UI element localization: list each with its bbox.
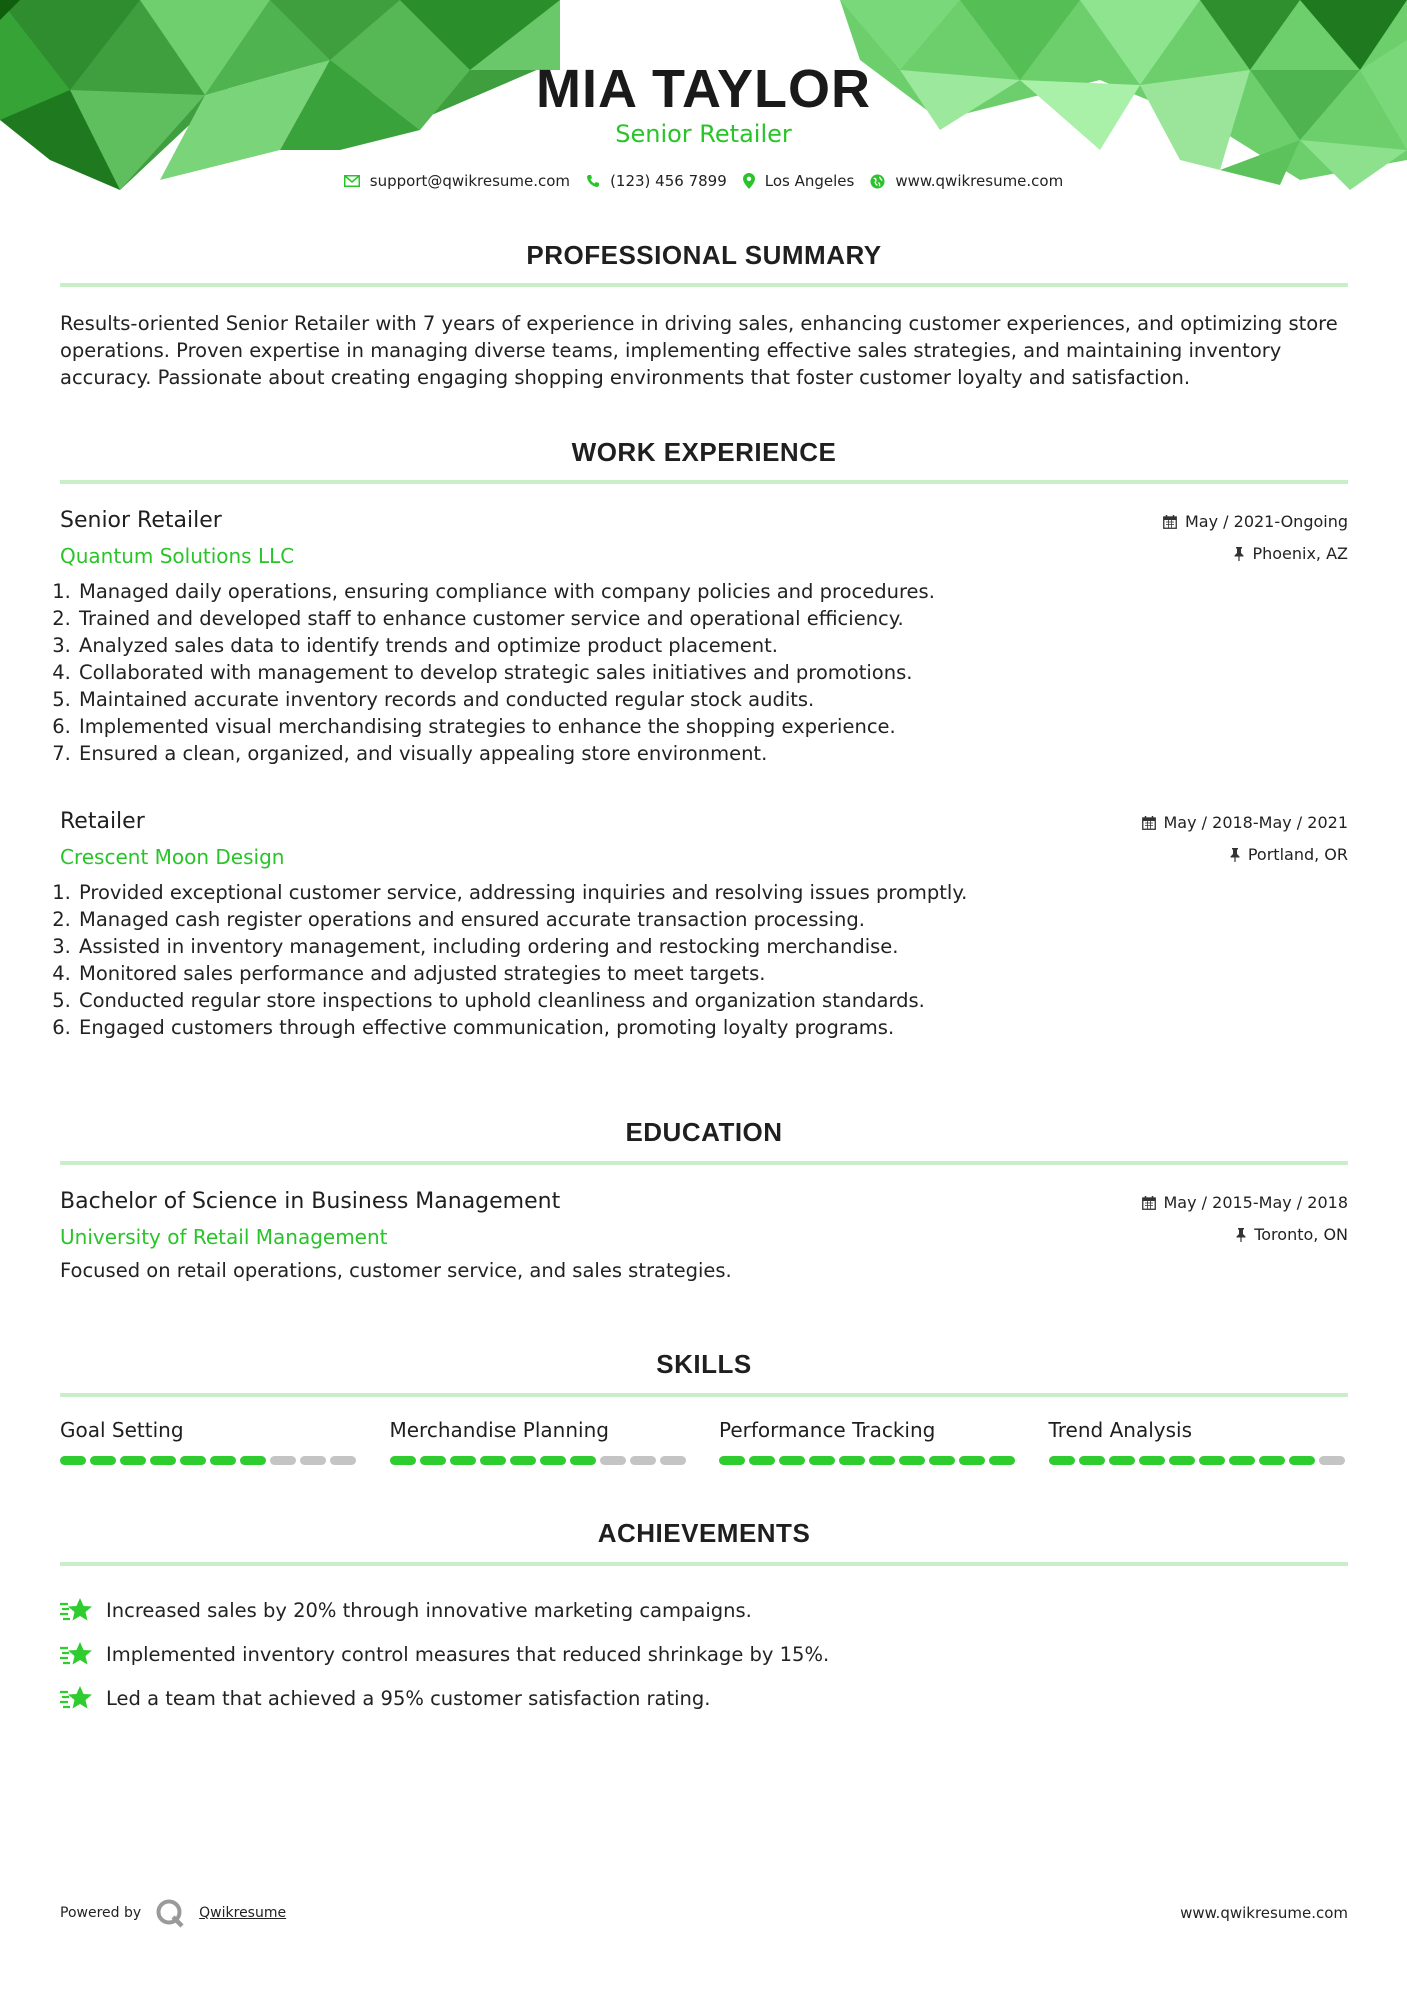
skill-segment-filled (1139, 1456, 1165, 1465)
achievement-text: Increased sales by 20% through innovative marketing campaigns. (106, 1598, 752, 1622)
skills-divider (60, 1393, 1348, 1397)
globe-icon (870, 174, 885, 189)
skill-segment-empty (1319, 1456, 1345, 1465)
qwikresume-logo (155, 1898, 185, 1928)
skill-segment-filled (839, 1456, 865, 1465)
skill-segment-filled (929, 1456, 955, 1465)
summary-title: PROFESSIONAL SUMMARY (526, 240, 882, 270)
skill-segment-filled (1199, 1456, 1225, 1465)
skill-segment-empty (330, 1456, 356, 1465)
achievement-text: Led a team that achieved a 95% customer satisfaction rating. (106, 1686, 711, 1710)
skill-segment-empty (300, 1456, 326, 1465)
pin-icon (1230, 848, 1240, 862)
list-item: 5. Maintained accurate inventory records and conducted regular stock audits. (77, 686, 1348, 713)
contact-email[interactable] (344, 172, 570, 190)
education-dates (1142, 1193, 1349, 1212)
skill-item (719, 1418, 1019, 1465)
achievements-list (60, 1588, 1348, 1720)
job-entry (60, 809, 1348, 1041)
footer (60, 1896, 1348, 1930)
phone-icon (586, 174, 600, 188)
job-title: Senior Retailer (60, 508, 222, 533)
skill-segment-filled (1259, 1456, 1285, 1465)
skill-segment-filled (210, 1456, 236, 1465)
contact-phone-text: (123) 456 7899 (610, 172, 727, 190)
list-item: 2. Managed cash register operations and ensured accurate transaction processing. (77, 906, 1348, 933)
skill-segment-filled (540, 1456, 566, 1465)
skill-segment-filled (1049, 1456, 1075, 1465)
education-location-text: Toronto, ON (1254, 1225, 1348, 1244)
skill-segment-filled (869, 1456, 895, 1465)
education-description: Focused on retail operations, customer service, and sales strategies. (60, 1259, 732, 1282)
skill-segment-filled (1229, 1456, 1255, 1465)
summary-divider (60, 283, 1348, 287)
skill-segment-empty (600, 1456, 626, 1465)
skill-level-bar (60, 1456, 360, 1465)
achievement-item (60, 1588, 1348, 1632)
star-icon (60, 1596, 96, 1624)
job-dates-text: May / 2021-Ongoing (1185, 512, 1348, 531)
education-location (1236, 1225, 1348, 1244)
job-location (1230, 845, 1348, 864)
skill-segment-filled (420, 1456, 446, 1465)
job-location-text: Portland, OR (1247, 845, 1348, 864)
job-title: Retailer (60, 809, 145, 834)
skill-segment-filled (779, 1456, 805, 1465)
contact-bar (0, 172, 1407, 190)
job-bullets (60, 879, 1348, 1041)
list-item: 1. Provided exceptional customer service, addressing inquiries and resolving issues promptly. (77, 879, 1348, 906)
experience-title: WORK EXPERIENCE (571, 437, 837, 467)
skill-segment-filled (570, 1456, 596, 1465)
list-item: 4. Monitored sales performance and adjusted strategies to meet targets. (77, 960, 1348, 987)
contact-website-text: www.qwikresume.com (895, 172, 1064, 190)
skill-item (1049, 1418, 1349, 1465)
job-company: Quantum Solutions LLC (60, 544, 295, 568)
skill-segment-filled (180, 1456, 206, 1465)
contact-location-text: Los Angeles (764, 172, 855, 190)
achievements-title: ACHIEVEMENTS (597, 1518, 811, 1548)
list-item: 3. Assisted in inventory management, including ordering and restocking merchandise. (77, 933, 1348, 960)
education-divider (60, 1161, 1348, 1165)
powered-by (60, 1896, 286, 1930)
skill-segment-empty (630, 1456, 656, 1465)
skill-segment-filled (1109, 1456, 1135, 1465)
education-dates-text: May / 2015-May / 2018 (1163, 1193, 1348, 1212)
contact-website[interactable] (870, 172, 1063, 190)
list-item: 2. Trained and developed staff to enhance customer service and operational efficiency. (77, 605, 1348, 632)
skill-segment-filled (120, 1456, 146, 1465)
skill-segment-filled (450, 1456, 476, 1465)
skill-name: Performance Tracking (719, 1418, 936, 1442)
skill-segment-filled (899, 1456, 925, 1465)
list-item: 7. Ensured a clean, organized, and visually appealing store environment. (77, 740, 1348, 767)
summary-text: Results-oriented Senior Retailer with 7 years of experience in driving sales, enhancing customer experiences, and optimizing store operations. Proven expertise in managing diverse teams, implementing effective sales strategies, and maintaining inventory accuracy. Passionate about creating engaging shopping environments that foster customer loyalty and satisfaction. (60, 312, 1338, 389)
skill-segment-filled (480, 1456, 506, 1465)
achievement-item (60, 1632, 1348, 1676)
skill-segment-filled (60, 1456, 86, 1465)
skill-segment-filled (1289, 1456, 1315, 1465)
calendar-icon (1142, 1196, 1156, 1210)
skills-title: SKILLS (656, 1349, 752, 1379)
skill-segment-filled (749, 1456, 775, 1465)
pin-icon (1234, 547, 1244, 561)
job-dates (1142, 813, 1349, 832)
skill-segment-filled (989, 1456, 1015, 1465)
skill-segment-filled (90, 1456, 116, 1465)
contact-location (743, 172, 855, 190)
list-item: 1. Managed daily operations, ensuring compliance with company policies and procedures. (77, 578, 1348, 605)
skill-name: Merchandise Planning (389, 1418, 609, 1442)
list-item: 6. Engaged customers through effective communication, promoting loyalty programs. (77, 1014, 1348, 1041)
skill-level-bar (390, 1456, 690, 1465)
candidate-role: Senior Retailer (615, 120, 792, 148)
skill-item (60, 1418, 360, 1465)
pin-icon (1236, 1228, 1246, 1242)
job-location-text: Phoenix, AZ (1252, 544, 1348, 563)
envelope-icon (344, 175, 360, 187)
job-dates-text: May / 2018-May / 2021 (1163, 813, 1348, 832)
job-bullets (60, 578, 1348, 767)
map-pin-icon (743, 173, 755, 189)
experience-divider (60, 480, 1348, 484)
job-entry (60, 508, 1348, 767)
footer-website[interactable]: www.qwikresume.com (1180, 1904, 1348, 1922)
job-location (1234, 544, 1348, 563)
skill-segment-empty (270, 1456, 296, 1465)
list-item: 5. Conducted regular store inspections to uphold cleanliness and organization standards. (77, 987, 1348, 1014)
achievement-item (60, 1676, 1348, 1720)
achievements-divider (60, 1562, 1348, 1566)
star-icon (60, 1640, 96, 1668)
degree-title: Bachelor of Science in Business Management (60, 1189, 561, 1214)
skill-segment-filled (809, 1456, 835, 1465)
skill-segment-filled (1169, 1456, 1195, 1465)
candidate-name: MIA TAYLOR (535, 59, 871, 119)
skill-segment-filled (510, 1456, 536, 1465)
star-icon (60, 1684, 96, 1712)
list-item: 4. Collaborated with management to develop strategic sales initiatives and promotions. (77, 659, 1348, 686)
school-name: University of Retail Management (60, 1225, 388, 1249)
skill-segment-filled (150, 1456, 176, 1465)
contact-email-text: support@qwikresume.com (369, 172, 571, 190)
skill-segment-empty (660, 1456, 686, 1465)
skill-level-bar (1049, 1456, 1349, 1465)
calendar-icon (1142, 816, 1156, 830)
skill-item (390, 1418, 690, 1465)
list-item: 6. Implemented visual merchandising strategies to enhance the shopping experience. (77, 713, 1348, 740)
skill-name: Goal Setting (60, 1418, 184, 1442)
skill-segment-filled (240, 1456, 266, 1465)
job-company: Crescent Moon Design (60, 845, 285, 869)
education-entry (60, 1189, 1348, 1282)
skill-level-bar (719, 1456, 1019, 1465)
job-dates (1163, 512, 1348, 531)
calendar-icon (1163, 515, 1177, 529)
achievement-text: Implemented inventory control measures that reduced shrinkage by 15%. (106, 1642, 830, 1666)
skills-list (60, 1418, 1348, 1465)
contact-phone[interactable] (586, 172, 727, 190)
skill-name: Trend Analysis (1048, 1418, 1192, 1442)
skill-segment-filled (1079, 1456, 1105, 1465)
skill-segment-filled (390, 1456, 416, 1465)
powered-by-label: Powered by (60, 1905, 142, 1921)
skill-segment-filled (959, 1456, 985, 1465)
education-title: EDUCATION (625, 1117, 783, 1147)
qwikresume-link[interactable]: Qwikresume (199, 1905, 287, 1921)
list-item: 3. Analyzed sales data to identify trends and optimize product placement. (77, 632, 1348, 659)
skill-segment-filled (719, 1456, 745, 1465)
